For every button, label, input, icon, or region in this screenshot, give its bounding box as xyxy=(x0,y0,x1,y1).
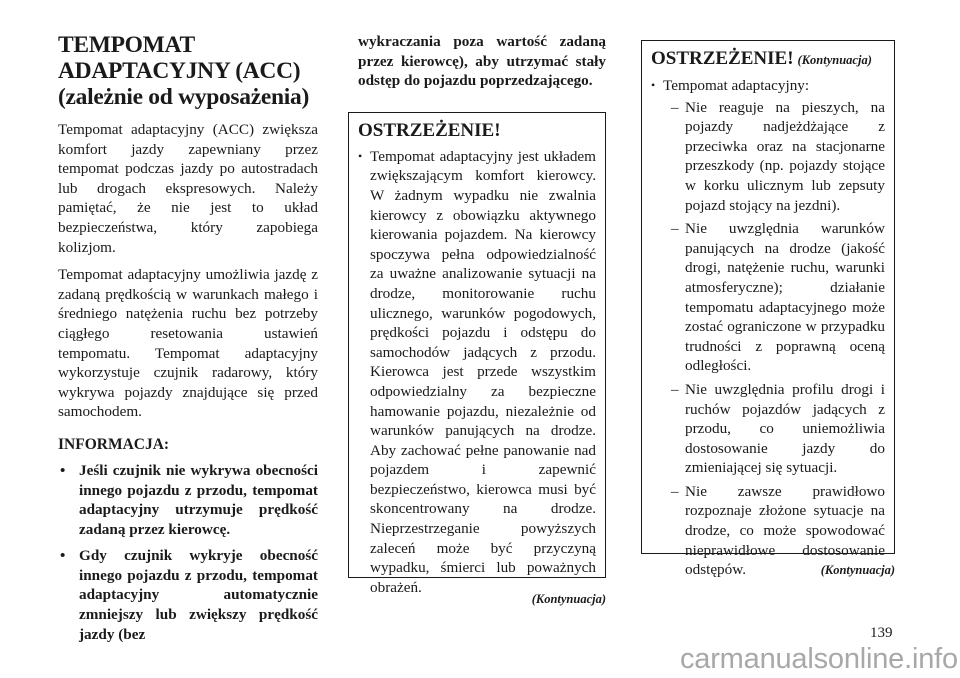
title-line-2: ADAPTACYJNY (ACC) xyxy=(58,58,301,84)
info-item: • Gdy czujnik wykryje obecność innego pojazdu z przodu, tempomat adaptacyjny automatycznie zmniejszy lub zwiększy prędkość jazdy (bez xyxy=(60,547,318,643)
warning-subitem: – Nie reaguje na pieszych, na pojazdy nadjeżdżające z przeciwka oraz na stacjonarne przeszkody (np. pojazdy stojące w korku ulicznym lub zepsuty pojazd stojący na jezdni). xyxy=(671,98,885,214)
dash-icon: – xyxy=(671,98,679,116)
warning-item: • Tempomat adaptacyjny: xyxy=(651,77,810,94)
section-title xyxy=(58,32,318,110)
bullet-icon: • xyxy=(358,148,363,163)
warning-sublist xyxy=(651,98,885,580)
description-paragraph: Tempomat adaptacyjny umożliwia jazdę z zadaną prędkością w warunkach małego i średniego natężenia ruchu bez potrzeby ciągłego resetowania ustawień tempomatu. Tempomat adaptacyjny wykorzystuje czujnik radarowy, który wykrywa pojazdy znajdujące się przed samochodem. xyxy=(58,266,318,421)
page-number: 139 xyxy=(870,625,893,641)
warning-box-continued xyxy=(641,40,895,579)
warning-list xyxy=(358,147,596,598)
continued-label: (Kontynuacja) xyxy=(531,592,606,606)
warning-title: OSTRZEŻENIE! (Kontynuacja) xyxy=(651,48,872,69)
title-line-3: (zależnie od wyposażenia) xyxy=(58,84,309,110)
info-item: • Jeśli czujnik nie wykrywa obecności innego pojazdu z przodu, tempomat adaptacyjny utrzymuje prędkość zadaną przez kierowcę. xyxy=(60,461,318,538)
info-heading: INFORMACJA: xyxy=(58,435,170,453)
continued-label: (Kontynuacja) xyxy=(820,563,895,577)
dash-icon: – xyxy=(671,220,679,238)
warning-subitem: – Nie uwzględnia profilu drogi i ruchów pojazdów jadących z przodu, co uniemożliwia dostosowanie jazdy do zmieniającej się sytuacji. xyxy=(671,380,885,477)
column-2 xyxy=(348,32,606,596)
info-item-continuation: wykraczania poza wartość zadaną przez kierowcę), aby utrzymać stały odstęp do pojazdu poprzedzającego. xyxy=(358,33,606,90)
warning-title: OSTRZEŻENIE! xyxy=(358,119,501,141)
warning-subitem: – Nie zawsze prawidłowo rozpoznaje złożone sytuacje na drodze, co może spowodować nieprawidłowe dostosowanie odstępów. xyxy=(671,482,885,579)
warning-item: • Tempomat adaptacyjny jest układem zwiększającym komfort kierowcy. W żadnym wypadku nie zwalnia kierowcy z obowiązku aktywnego kierowania pojazdem. Na kierowcy spoczywa pełna odpowiedzialność za uważne analizowanie sytuacji na drodze, monitorowanie ruchu ulicznego, warunków pogodowych, prędkości pojazdu i odstępu do samochodów jadących z przodu. Kierowca jest przede wszystkim odpowiedzialny za bezpieczne hamowanie pojazdu, niezależnie od warunków panujących na drodze. Aby zachować pełne panowanie nad pojazdem i zapewnić bezpieczeństwo, kierowca musi być skoncentrowany na drodze. Nieprzestrzeganie powyższych zaleceń może być przyczyną wypadku, śmierci lub poważnych obrażeń. xyxy=(358,147,596,596)
bullet-icon: • xyxy=(60,547,66,565)
warning-box xyxy=(348,112,606,596)
info-list xyxy=(58,461,318,644)
watermark: carmanualsonline.info xyxy=(680,643,958,675)
column-3 xyxy=(641,40,895,579)
warning-subitem: – Nie uwzględnia warunków panujących na drodze (jakość drogi, natężenie ruchu, warunki atmosferyczne); działanie tempomatu adaptacyjnego może zostać ograniczone w przypadku trudności z poprawną oceną odległości. xyxy=(671,220,885,375)
title-line-1: TEMPOMAT xyxy=(58,32,195,58)
warning-title-suffix: (Kontynuacja) xyxy=(797,53,872,67)
intro-paragraph: Tempomat adaptacyjny (ACC) zwiększa komfort jazdy zapewniany przez tempomat podczas jazdy po autostradach lub drogach ekspresowych. Należy pamiętać, że nie jest to układ bezpieczeństwa, który zapobiega kolizjom. xyxy=(58,121,318,256)
dash-icon: – xyxy=(671,482,679,500)
bullet-icon: • xyxy=(60,461,66,479)
column-1 xyxy=(58,32,318,651)
dash-icon: – xyxy=(671,380,679,398)
warning-list xyxy=(651,76,885,96)
bullet-icon: • xyxy=(651,78,656,92)
